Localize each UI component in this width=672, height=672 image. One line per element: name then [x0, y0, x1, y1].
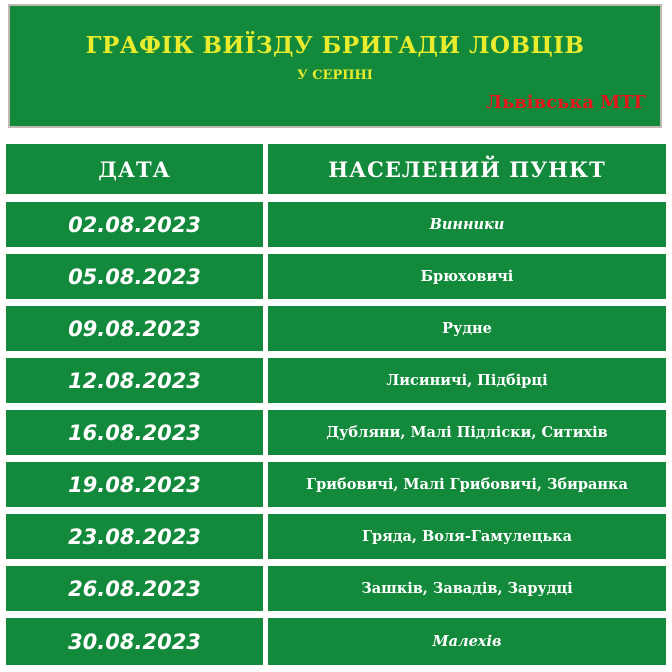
date-text: 02.08.2023	[68, 212, 201, 237]
place-text: Дубляни, Малі Підліски, Ситихів	[326, 424, 608, 441]
place-text: Лисиничі, Підбірці	[386, 372, 548, 389]
table-row-date	[6, 566, 263, 611]
place-text: Брюховичі	[420, 268, 514, 285]
date-text: 09.08.2023	[68, 316, 201, 341]
column-header-place: НАСЕЛЕНИЙ ПУНКТ	[268, 144, 666, 194]
table-row-place	[268, 202, 666, 247]
table-row-place	[268, 566, 666, 611]
table-row-date	[6, 514, 263, 559]
date-text: 12.08.2023	[68, 368, 201, 393]
table-row-date	[6, 202, 263, 247]
place-text: Зашків, Завадів, Зарудці	[361, 580, 573, 597]
column-header-date: ДАТА	[6, 144, 263, 194]
title-banner	[8, 4, 662, 128]
place-text: Грибовичі, Малі Грибовичі, Збиранка	[306, 476, 628, 493]
date-text: 05.08.2023	[68, 264, 201, 289]
table-row-place	[268, 618, 666, 665]
table-row-date	[6, 254, 263, 299]
date-text: 16.08.2023	[68, 420, 201, 445]
table-row-place	[268, 358, 666, 403]
table-row-date	[6, 462, 263, 507]
place-text: Гряда, Воля-Гамулецька	[361, 528, 573, 545]
page-subtitle: У СЕРПНІ	[297, 68, 373, 83]
table-row-date	[6, 306, 263, 351]
table-row-date	[6, 358, 263, 403]
table-row-date	[6, 618, 263, 665]
page-title: ГРАФІК ВИЇЗДУ БРИГАДИ ЛОВЦІВ	[85, 32, 585, 59]
date-text: 23.08.2023	[68, 524, 201, 549]
date-text: 30.08.2023	[68, 629, 201, 654]
date-text: 26.08.2023	[68, 576, 201, 601]
organization-label: Львівська МТГ	[486, 92, 646, 113]
date-text: 19.08.2023	[68, 472, 201, 497]
table-row-place	[268, 306, 666, 351]
table-row-place	[268, 514, 666, 559]
table-row-date	[6, 410, 263, 455]
place-text: Винники	[429, 216, 505, 233]
place-text: Рудне	[442, 320, 492, 337]
place-text: Малехів	[432, 633, 502, 650]
table-row-place	[268, 410, 666, 455]
table-row-place	[268, 254, 666, 299]
table-row-place	[268, 462, 666, 507]
